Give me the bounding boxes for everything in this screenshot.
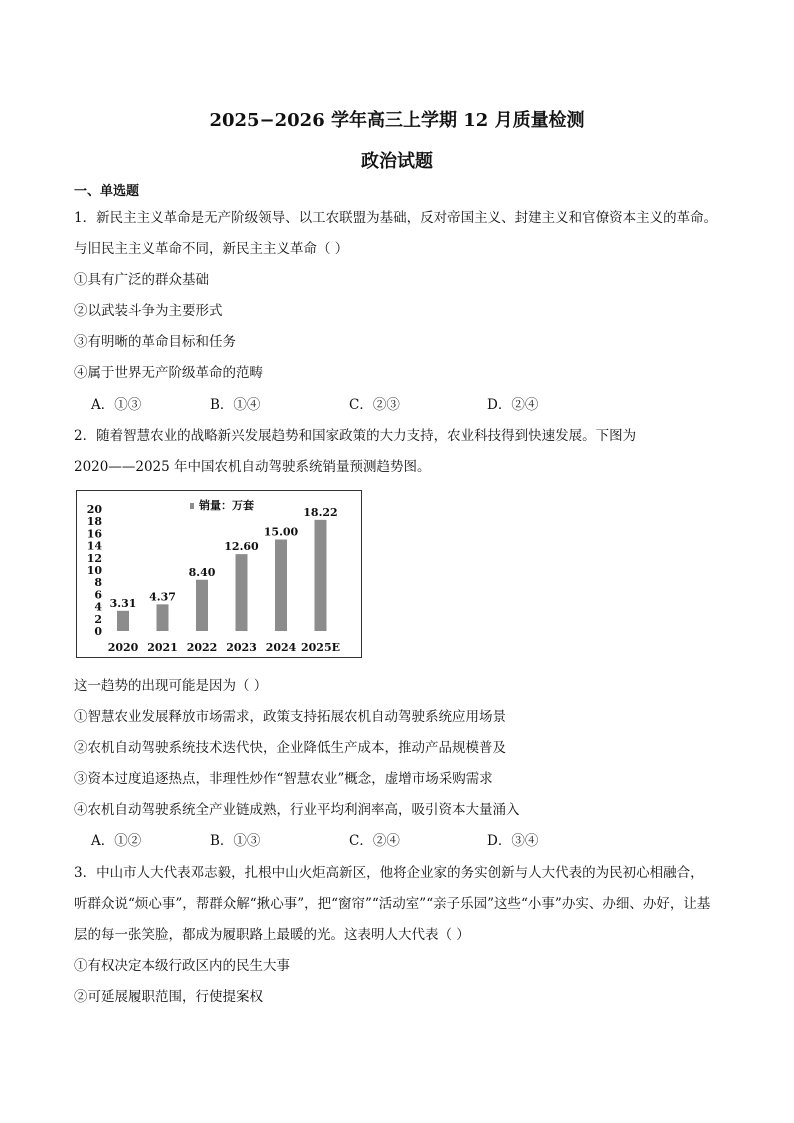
bar-value-label: 4.37 [149, 590, 176, 604]
y-tick-label: 20 [86, 503, 102, 516]
bar-value-label: 8.40 [188, 565, 216, 579]
q2-stem-line1: 2．随着智慧农业的战略新兴发展趋势和国家政策的大力支持，农业科技得到快速发展。下图为 [74, 428, 637, 444]
x-tick-label: 2020 [107, 641, 139, 654]
q1-item-4: ④属于世界无产阶级革命的范畴 [74, 365, 263, 381]
q3-stem-line1: 3．中山市人大代表邓志毅，扎根中山火炬高新区，他将企业家的务实创新与人大代表的为民初心相融合， [74, 865, 704, 881]
q1-stem-line2: 与旧民主主义革命不同，新民主主义革命（ ） [74, 241, 349, 257]
x-tick-label: 2025E [301, 641, 340, 654]
section-heading: 一、单选题 [74, 184, 140, 199]
bar-value-label: 18.22 [303, 505, 338, 519]
sales-chart [76, 490, 362, 658]
bar-value-label: 12.60 [224, 540, 259, 554]
q2-item-3: ③资本过度追逐热点，非理性炒作“智慧农业”概念，虚增市场采购需求 [74, 771, 493, 787]
q1-option-a: A．①③ [91, 397, 142, 413]
q3-stem-line3: 层的每一张笑脸，都成为履职路上最暖的光。这表明人大代表（ ） [74, 927, 470, 943]
q1-option-c: C．②③ [349, 397, 400, 413]
y-tick-label: 2 [94, 612, 102, 626]
y-tick-label: 10 [86, 564, 102, 577]
x-tick-label: 2023 [226, 641, 257, 654]
bar [196, 580, 208, 631]
bar [157, 604, 169, 631]
q2-option-d: D．③④ [487, 833, 539, 849]
bar [315, 520, 327, 631]
page-title: 2025−2026 学年高三上学期 12 月质量检测 [209, 110, 585, 131]
q2-item-2: ②农机自动驾驶系统技术迭代快，企业降低生产成本，推动产品规模普及 [74, 740, 506, 756]
q3-item-2: ②可延展履职范围，行使提案权 [74, 989, 263, 1005]
x-tick-label: 2022 [186, 641, 218, 654]
q2-item-4: ④农机自动驾驶系统全产业链成熟，行业平均利润率高，吸引资本大量涌入 [74, 802, 520, 818]
y-tick-label: 16 [86, 527, 102, 541]
y-tick-label: 12 [86, 551, 102, 565]
legend-swatch [190, 503, 194, 509]
q1-item-2: ②以武装斗争为主要形式 [74, 303, 223, 319]
bar [117, 611, 129, 631]
q3-stem-line2: 听群众说“烦心事”，帮群众解“揪心事”，把“窗帘”“活动室”“亲子乐园”这些“小事”办实、办细、办好，让基 [74, 896, 711, 912]
q2-option-a: A．①② [91, 833, 142, 849]
y-tick-label: 18 [86, 515, 102, 529]
q2-option-b: B．①③ [210, 833, 261, 849]
sales-bar-chart [77, 491, 361, 657]
legend-label: 销量：万套 [199, 499, 254, 512]
y-tick-label: 14 [86, 539, 102, 553]
y-tick-label: 0 [94, 625, 102, 638]
x-tick-label: 2024 [265, 641, 297, 654]
page-subtitle: 政治试题 [361, 151, 433, 172]
q2-stem-line2: 2020——2025 年中国农机自动驾驶系统销量预测趋势图。 [74, 459, 431, 475]
bar-value-label: 15.00 [263, 525, 299, 539]
bar [275, 540, 287, 632]
q2-question: 这一趋势的出现可能是因为（ ） [74, 678, 268, 694]
q1-item-1: ①具有广泛的群众基础 [74, 272, 209, 288]
y-tick-label: 6 [94, 588, 102, 602]
q2-item-1: ①智慧农业发展释放市场需求，政策支持拓展农机自动驾驶系统应用场景 [74, 709, 506, 725]
x-tick-label: 2021 [147, 641, 178, 654]
q3-item-1: ①有权决定本级行政区内的民生大事 [74, 958, 290, 974]
y-tick-label: 4 [94, 600, 102, 614]
q1-option-d: D．②④ [487, 397, 539, 413]
bar [236, 554, 248, 631]
q2-option-c: C．②④ [349, 833, 400, 849]
q1-option-b: B．①④ [210, 397, 261, 413]
bar-value-label: 3.31 [109, 596, 137, 610]
y-tick-label: 8 [94, 576, 102, 590]
q1-stem-line1: 1．新民主主义革命是无产阶级领导、以工农联盟为基础，反对帝国主义、封建主义和官僚资本主义的革命。 [74, 210, 718, 226]
q1-item-3: ③有明晰的革命目标和任务 [74, 334, 236, 350]
